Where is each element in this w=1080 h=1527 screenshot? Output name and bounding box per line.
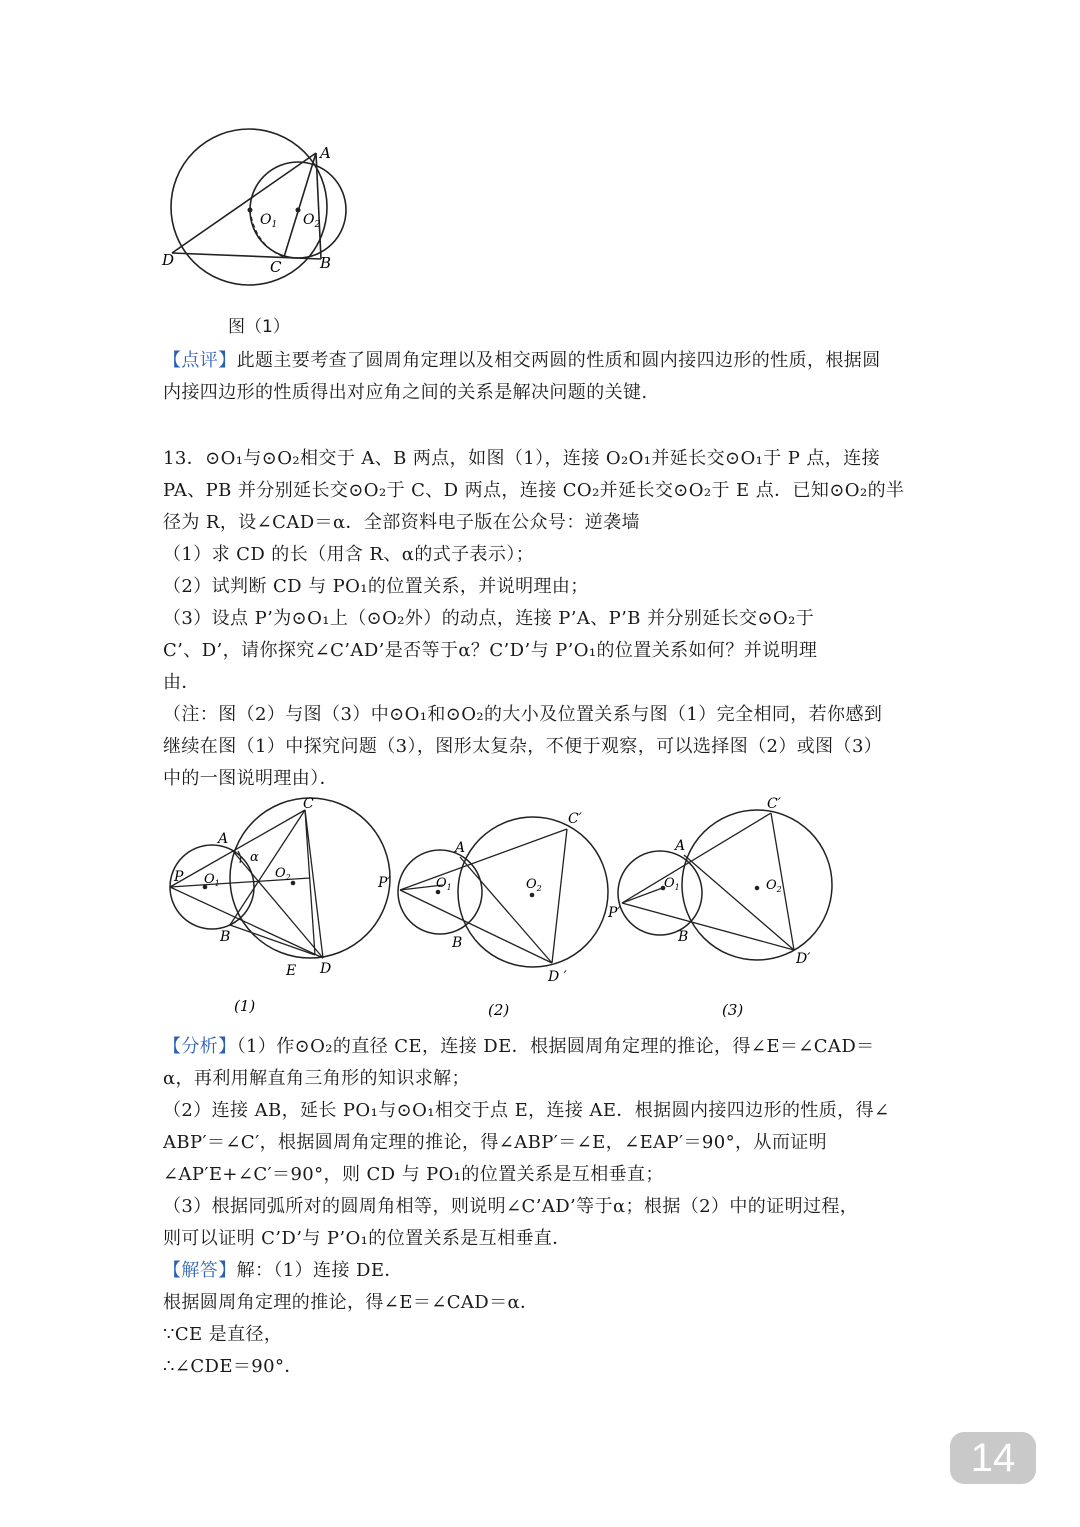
f3-label-D: D′ [796,951,811,967]
f1-seg-PD [170,887,323,958]
problem-line-8: 由． [163,672,200,693]
seg-AC [284,153,316,257]
problem-line-9: （注：图（2）与图（3）中⊙O₁和⊙O₂的大小及位置关系与图（1）完全相同，若你感到 [163,704,883,725]
problem-line-11: 中的一图说明理由）． [163,768,338,789]
f3-circle-o1 [618,851,702,935]
problem-line-6: （3）设点 P’为⊙O₁上（⊙O₂外）的动点，连接 P’A、P’B 并分别延长交⊙O₂于 [163,608,815,629]
f1-label-B: B [220,929,231,945]
comment-tag: 【点评】 [163,350,237,371]
f1-label-P: P [174,869,184,885]
analysis-line-1 [163,1032,875,1058]
analysis-text-1: （1）作⊙O₂的直径 CE，连接 DE．根据圆周角定理的推论，得∠E＝∠CAD＝ [236,1036,875,1057]
f2-caption: (2) [488,1001,510,1019]
f1-circle-o1 [170,845,254,929]
f1-seg-BE [230,925,315,955]
point-o2 [296,208,301,213]
problem-line-10: 继续在图（1）中探究问题（3），图形太复杂，不便于观察，可以选择图（2）或图（3） [163,736,883,757]
answer-line-2: 根据圆周角定理的推论，得∠E＝∠CAD＝α． [163,1292,539,1313]
f3-seg-PD [622,903,794,950]
f2-point-o2 [530,893,535,898]
f1-label-alpha: α [250,850,259,865]
analysis-line-4: ABP′＝∠C′，根据圆周角定理的推论，得∠ABP′＝∠E，∠EAP′＝90°，从而证明 [163,1132,828,1153]
f3-label-A: A [675,838,686,854]
figure-top-svg [160,120,360,300]
f3-label-O1: $O_1$ [664,876,680,892]
figures-row-svg [160,795,840,1025]
label-O2: $O_2$ [303,212,321,230]
problem-line-4: （1）求 CD 的长（用含 R、α的式子表示）； [163,544,535,565]
f3-caption: (3) [722,1001,744,1019]
f2-circle-o2 [458,817,608,967]
f3-label-P: P′ [608,905,621,921]
f1-point-o2 [291,881,296,886]
label-O1: $O_1$ [260,212,278,230]
f2-label-A: A [455,840,466,856]
label-B: B [320,254,332,272]
seg-DB [172,253,321,259]
f2-seg-PD [400,890,552,963]
f1-seg-BC [230,810,305,925]
f2-label-P: P′ [378,875,391,891]
f2-seg-CD [552,829,567,963]
page-number-badge: 14 [950,1432,1036,1484]
f1-caption: (1) [234,997,256,1015]
problem-line-7: C’、D’，请你探究∠C’AD’是否等于α？C’D’与 P’O₁的位置关系如何？并说明理 [163,640,818,661]
figure-top [160,120,360,300]
analysis-line-5: ∠AP′E+∠C′＝90°，则 CD 与 PO₁的位置关系是互相垂直； [163,1164,664,1185]
f2-seg-PC [400,829,567,890]
f2-label-B: B [452,935,463,951]
answer-line-1 [163,1256,403,1282]
comment-text-1: 此题主要考查了圆周角定理以及相交两圆的性质和圆内接四边形的性质，根据圆 [236,350,881,371]
f2-label-D: D ′ [548,969,567,985]
problem-line-1: 13．⊙O₁与⊙O₂相交于 A、B 两点，如图（1），连接 O₂O₁并延长交⊙O₁于 P 点，连接 [163,448,881,469]
f3-label-B: B [678,929,689,945]
f1-label-A: A [218,831,229,847]
f3-seg-PC [622,813,771,903]
label-D: D [162,251,175,269]
figure-3 [607,796,832,967]
analysis-tag: 【分析】 [163,1036,237,1057]
answer-text-1: 解：（1）连接 DE． [236,1260,403,1281]
comment-line-1 [163,346,881,372]
problem-line-5: （2）试判断 CD 与 PO₁的位置关系，并说明理由； [163,576,589,597]
f2-label-C: C′ [568,811,582,827]
answer-line-3: ∵CE 是直径， [163,1324,283,1345]
f1-label-O1: $O_1$ [204,872,220,888]
figure-2 [377,811,608,985]
f3-label-C: C′ [767,796,781,812]
f2-label-O1: $O_1$ [436,876,452,892]
analysis-line-2: α，再利用解直角三角形的知识求解； [163,1068,470,1089]
f1-label-C: C [303,796,314,812]
problem-line-2: PA、PB 并分别延长交⊙O₂于 C、D 两点，连接 CO₂并延长交⊙O₂于 E 点．已知⊙O₂的半 [163,480,905,501]
f1-label-D: D [320,961,332,977]
figure-1 [170,796,390,979]
f3-circle-o2 [682,810,832,960]
seg-DA [172,153,316,253]
f3-label-O2: $O_2$ [766,878,782,894]
f1-label-E: E [286,963,297,979]
f2-label-O2: $O_2$ [526,877,542,893]
f3-point-o2 [755,886,760,891]
analysis-line-7: 则可以证明 C’D’与 P’O₁的位置关系是互相垂直． [163,1228,571,1249]
answer-tag: 【解答】 [163,1260,237,1281]
figures-row [160,795,840,1025]
big-circle [171,129,327,285]
point-o1 [248,208,253,213]
label-C: C [270,258,282,276]
analysis-line-6: （3）根据同弧所对的圆周角相等，则说明∠C’AD’等于α；根据（2）中的证明过程， [163,1196,859,1217]
figure-top-caption: 图（1） [228,317,290,337]
f1-label-O2: $O_2$ [275,866,291,882]
problem-line-3: 径为 R，设∠CAD＝α．全部资料电子版在公众号：逆袭墙 [163,512,640,533]
f2-seg-AD [460,857,552,963]
answer-line-4: ∴∠CDE＝90°． [163,1356,303,1377]
label-A: A [320,144,331,162]
analysis-line-3: （2）连接 AB，延长 PO₁与⊙O₁相交于点 E，连接 AE．根据圆内接四边形的性质，得∠ [163,1100,890,1121]
comment-line-2: 内接四边形的性质得出对应角之间的关系是解决问题的关键. [163,382,648,403]
